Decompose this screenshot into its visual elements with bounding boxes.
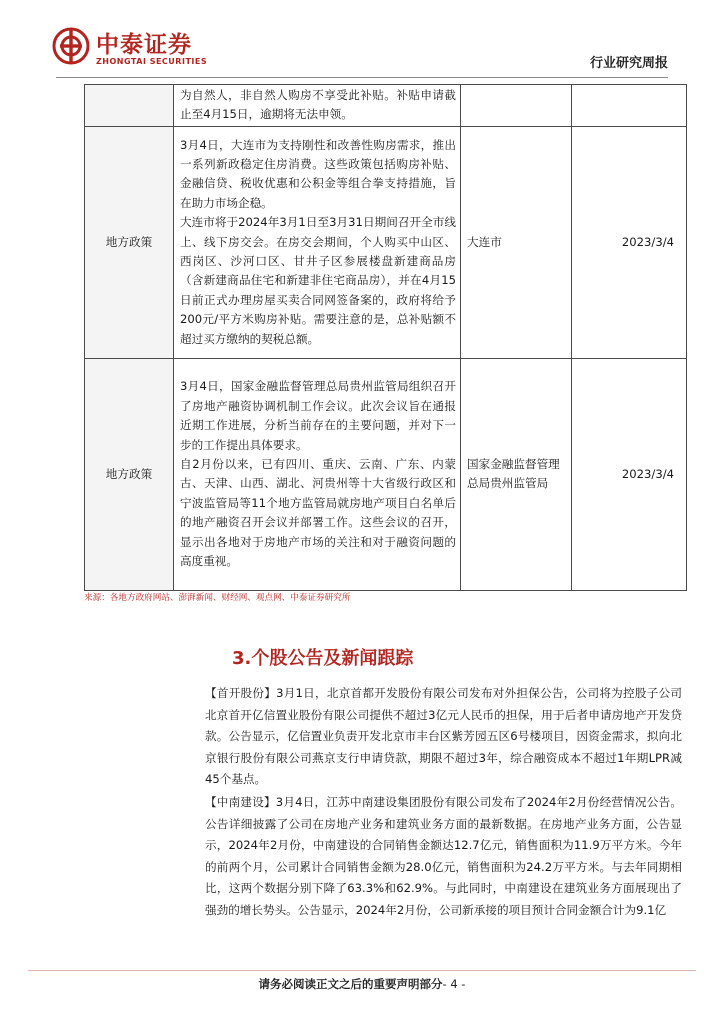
content-paragraph: 3月4日，国家金融监督管理总局贵州监管局组织召开了房地产融资协调机制工作会议。此次会议旨在通报近期工作进展，分析当前存在的主要问题，并对下一步的工作提出具体要求。	[180, 379, 456, 452]
table-cell-date	[572, 85, 687, 127]
header-divider	[56, 77, 668, 78]
disclaimer-note: 请务必阅读正文之后的重要声明部分	[258, 977, 443, 991]
table-cell-content: 为自然人，非自然人购房不享受此补贴。补贴申请截止至4月15日，逾期将无法申领。	[174, 85, 461, 127]
page-header	[0, 0, 724, 80]
section-title: 3.个股公告及新闻跟踪	[232, 648, 414, 669]
company-tag: 【首开股份】	[205, 686, 277, 700]
content-paragraph: 自2月份以来，已有四川、重庆、云南、广东、内蒙古、天津、山西、湖北、河贵州等十大省级行政区和宁波监管局等11个地方监管局就房地产项目白名单后的地产融资召开会议并部署工作。这些会议的召开，显示出各地对于房地产市场的关注和对于融资问题的高度重视。	[180, 456, 456, 568]
table-row	[85, 358, 687, 590]
company-name-en: ZHONGTAI SECURITIES	[96, 57, 208, 66]
table-cell-content	[174, 126, 461, 358]
policy-news-table	[84, 84, 687, 591]
footer-divider	[28, 970, 696, 971]
table-cell-date: 2023/3/4	[572, 358, 687, 590]
table-cell-region: 大连市	[461, 126, 572, 358]
page-number: - 4 -	[442, 977, 466, 991]
body-paragraph	[205, 792, 682, 921]
paragraph-text: 3月1日，北京首都开发股份有限公司发布对外担保公告，公司将为控股子公司北京首开亿信置业股份有限公司提供不超过3亿元人民币的担保，用于后者申请房地产开发贷款。公告显示，亿信置业负责开发北京市丰台区紫芳园五区6号楼项目，因资金需求，拟向北京银行股份有限公司燕京支行申请贷款，期限不超过3年，综合融资成本不超过1年期LPR减45个基点。	[205, 686, 682, 786]
content-paragraph: 大连市将于2024年3月1日至3月31日期间召开全市线上、线下房交会。在房交会期间，个人购买中山区、西岗区、沙河口区、甘井子区参展楼盘新建商品房（含新建商品住宅和新建非住宅商品房），并在4月15日前正式办理房屋买卖合同网签备案的，政府将给予200元/平方米购房补贴。需要注意的是，总补贴额不超过买方缴纳的契税总额。	[180, 215, 456, 346]
paragraph-text: 3月4日，江苏中南建设集团股份有限公司发布了2024年2月份经营情况公告。公告详细披露了公司在房地产业务和建筑业务方面的最新数据。在房地产业务方面，公告显示，2024年2月份，中南建设的合同销售金额达12.7亿元，销售面积为11.9万平方米。今年的前两个月，公司累计合同销售金额为28.0亿元，销售面积为24.2万平方米。与去年同期相比，这两个数据分别下降了63.3%和62.9%。与此同时，中南建设在建筑业务方面展现出了强劲的增长势头。公告显示，2024年2月份，公司新承接的项目预计合同金额合计为9.1亿	[205, 795, 682, 917]
table-cell-type: 地方政策	[85, 126, 174, 358]
table-cell-date: 2023/3/4	[572, 126, 687, 358]
table-cell-content	[174, 358, 461, 590]
zhongtai-logo-icon	[52, 27, 90, 65]
body-paragraph	[205, 683, 682, 791]
table-cell-type: 地方政策	[85, 358, 174, 590]
table-cell-region: 国家金融监督管理总局贵州监管局	[461, 358, 572, 590]
company-tag: 【中南建设】	[205, 795, 276, 809]
footer	[0, 976, 724, 992]
table-row	[85, 85, 687, 127]
table-cell-region	[461, 85, 572, 127]
report-type: 行业研究周报	[589, 56, 668, 71]
source-note: 来源：各地方政府网站、澎湃新闻、财经网、观点网、中泰证券研究所	[84, 593, 351, 603]
table-row	[85, 126, 687, 358]
company-name-cn: 中泰证券	[96, 32, 192, 58]
table-cell-type	[85, 85, 174, 127]
content-paragraph: 3月4日，大连市为支持刚性和改善性购房需求，推出一系列新政稳定住房消费。这些政策包括购房补贴、金融信贷、税收优惠和公积金等组合拳支持措施，旨在助力市场企稳。	[180, 137, 456, 210]
